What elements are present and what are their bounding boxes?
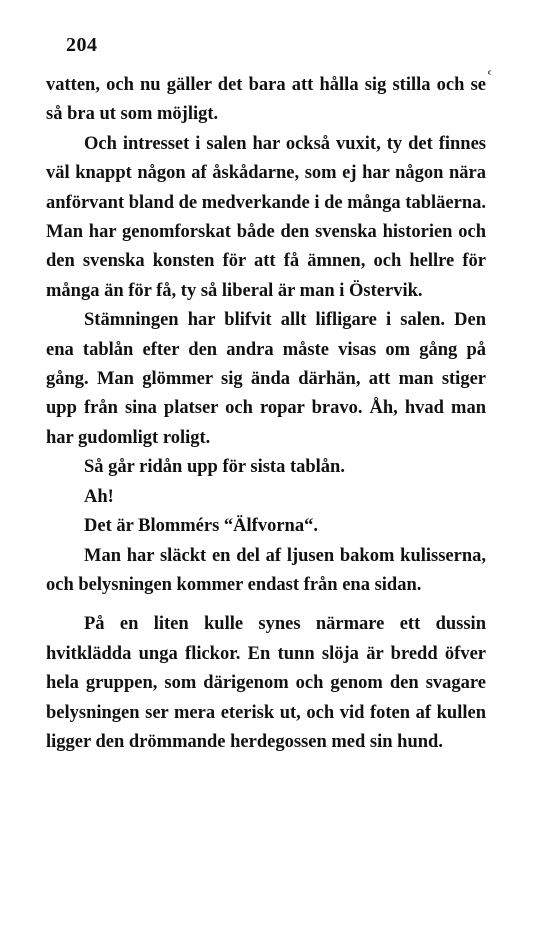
paragraph: vatten, och nu gäller det bara att hålla sig stilla och se så bra ut som möjligt. (46, 75, 486, 125)
margin-mark: ᶜ (488, 66, 492, 81)
paragraph: Man har släckt en del af ljusen bakom kulisserna, och belysningen kommer endast från ena sidan. (46, 545, 486, 595)
paragraph: På en liten kulle synes närmare ett dussin hvitklädda unga flickor. En tunn slöja är bredd öfver hela gruppen, som därigenom och genom den svagare belysningen ser mera eterisk ut, och vid foten af kullen ligger den drömmande herdegossen med sin hund. (46, 614, 486, 752)
paragraph: Och intresset i salen har också vuxit, ty det finnes väl knappt någon af åskådarne, som ej har någon nära anförvant bland de medverkande i de många tabläerna. Man har genomforskat både den svenska historien och den svenska konsten för att få ämnen, och hellre för många än för få, ty så liberal är man i Östervik. (46, 133, 486, 301)
paragraph: Så går ridån upp för sista tablån. (84, 457, 345, 478)
paragraph: Stämningen har blifvit allt lifligare i salen. Den ena tablån efter den andra måste visas om gång på gång. Man glömmer sig ända därhän, att man stiger upp från sina platser och ropar bravo. Åh, hvad man har gudomligt roligt. (46, 310, 486, 448)
page-number: 204 (66, 34, 98, 56)
body-text (46, 71, 486, 757)
paragraph: Det är Blommérs “Älfvorna“. (84, 516, 318, 537)
paragraph: Ah! (84, 486, 114, 507)
